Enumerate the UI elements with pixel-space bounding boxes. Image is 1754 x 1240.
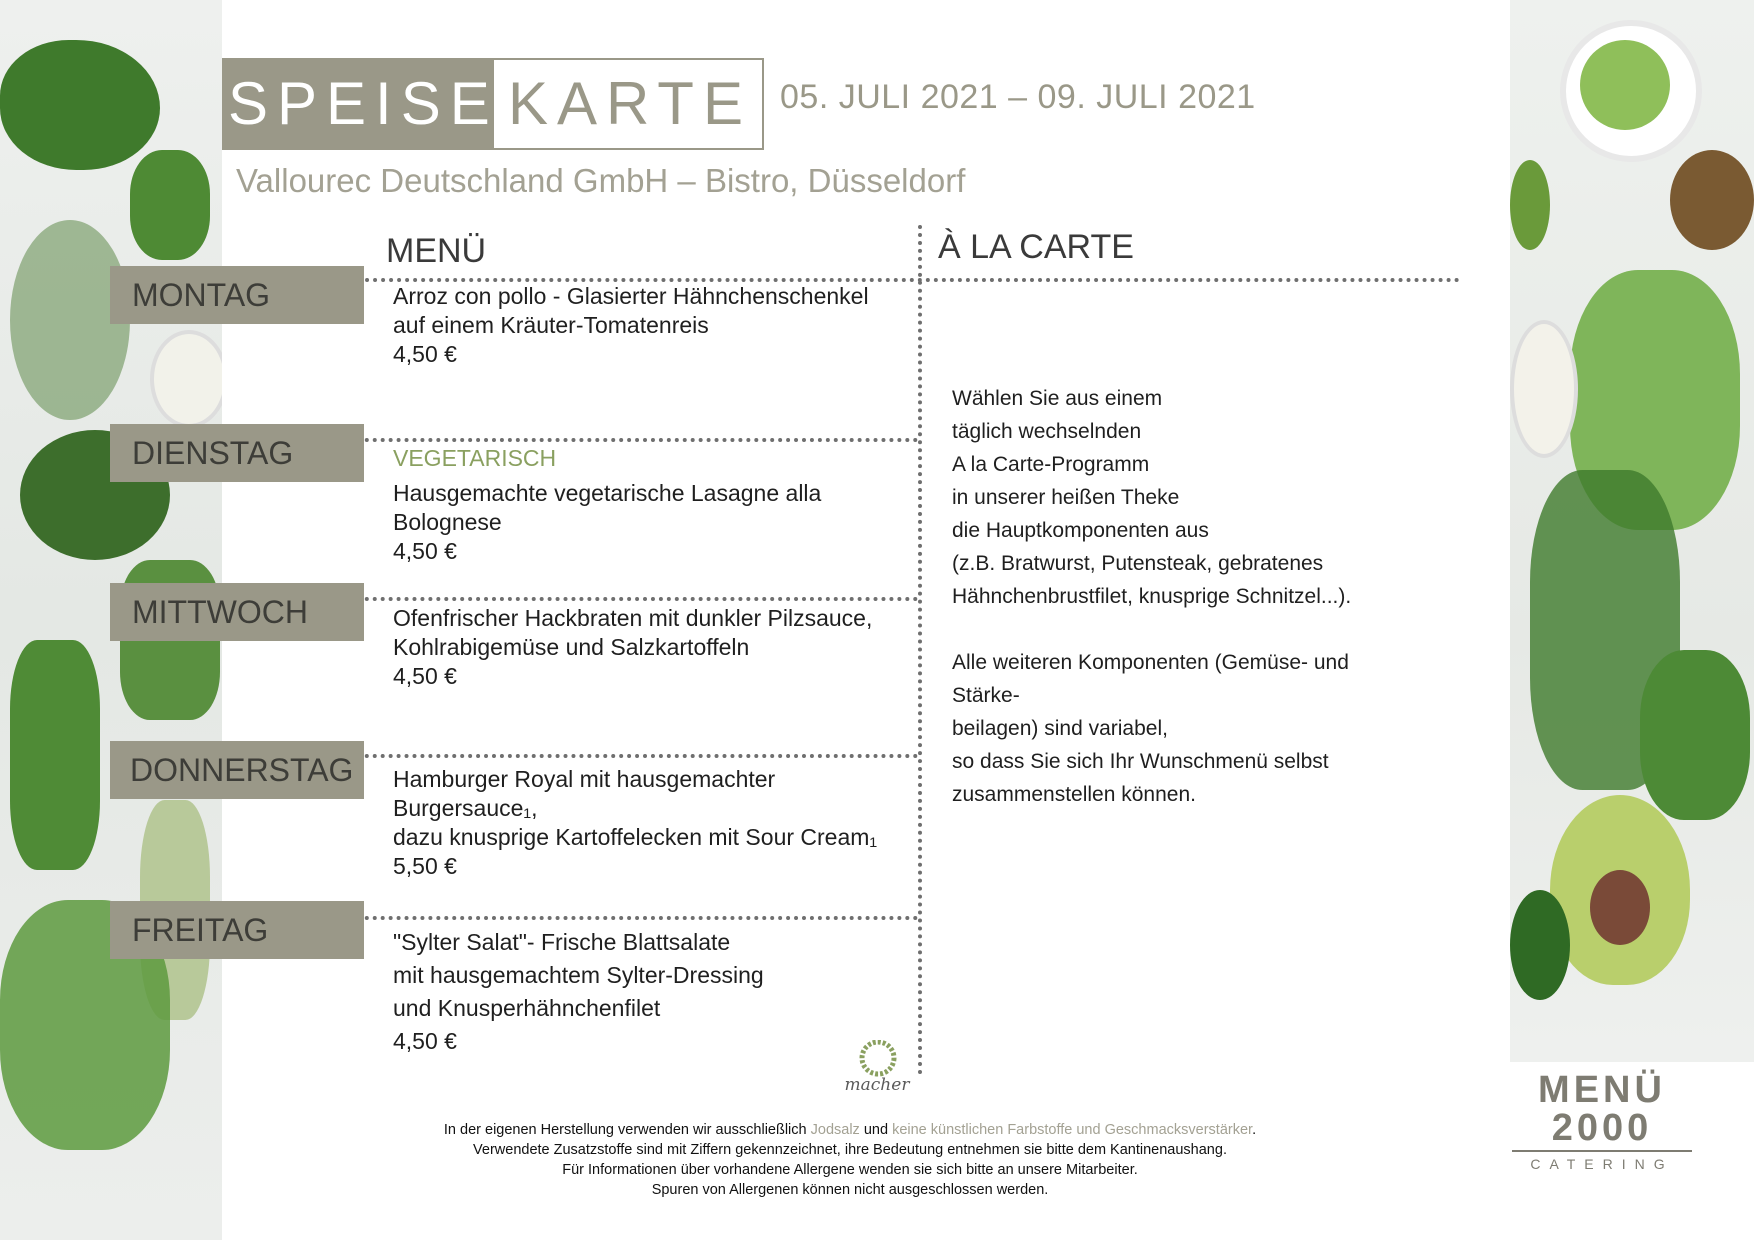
dish-dienstag xyxy=(393,444,913,566)
column-divider xyxy=(918,225,922,1075)
right-vegetable-image xyxy=(1510,0,1754,1062)
dish-price: 4,50 € xyxy=(393,538,457,564)
footer-line-1 xyxy=(330,1120,1370,1140)
dish-line: Hausgemachte vegetarische Lasagne alla Bolognese xyxy=(393,480,822,535)
dish-line: auf einem Kräuter-Tomatenreis xyxy=(393,312,709,338)
dish-line: mit hausgemachtem Sylter-Dressing xyxy=(393,962,764,988)
separator-dienstag xyxy=(333,438,918,442)
title-speise: SPEISE xyxy=(222,58,494,150)
day-tab-mittwoch: MITTWOCH xyxy=(110,583,364,641)
a-la-carte-line: (z.B. Bratwurst, Putensteak, gebratenes xyxy=(952,552,1324,575)
menu2000-logo xyxy=(1512,1070,1692,1172)
separator-mittwoch xyxy=(333,597,918,601)
dish-line: dazu knusprige Kartoffelecken mit Sour Cream₁ xyxy=(393,824,878,850)
separator-freitag xyxy=(333,916,918,920)
footer-highlight-jodsalz: Jodsalz xyxy=(810,1122,860,1138)
dish-line: Hamburger Royal mit hausgemachter Burgersauce₁, xyxy=(393,766,776,821)
date-range: 05. JULI 2021 – 09. JULI 2021 xyxy=(780,78,1256,116)
a-la-carte-line: die Hauptkomponenten aus xyxy=(952,519,1209,542)
dish-mittwoch xyxy=(393,604,913,691)
a-la-carte-line: beilagen) sind variabel, xyxy=(952,717,1168,740)
a-la-carte-line: A la Carte-Programm xyxy=(952,453,1150,476)
footer-text: In der eigenen Herstellung verwenden wir ausschließlich xyxy=(443,1122,811,1138)
day-tab-montag: MONTAG xyxy=(110,266,364,324)
a-la-carte-line: Wählen Sie aus einem xyxy=(952,387,1163,410)
a-la-carte-line: so dass Sie sich Ihr Wunschmenü selbst xyxy=(952,750,1329,773)
dish-line: Kohlrabigemüse und Salzkartoffeln xyxy=(393,634,750,660)
footer-notes xyxy=(330,1120,1370,1200)
a-la-carte-description xyxy=(952,382,1412,811)
a-la-carte-line: in unserer heißen Theke xyxy=(952,486,1180,509)
logo-line-1: MENÜ xyxy=(1538,1069,1666,1111)
dish-price: 5,50 € xyxy=(393,853,457,879)
dish-montag xyxy=(393,282,913,369)
a-la-carte-spacer xyxy=(952,613,1412,646)
footer-line-2: Verwendete Zusatzstoffe sind mit Ziffern gekennzeichnet, ihre Bedeutung entnehmen sie bitte dem Kantinenaushang. xyxy=(473,1142,1227,1158)
logo-line-2: 2000 xyxy=(1551,1107,1653,1149)
dish-line: und Knusperhähnchenfilet xyxy=(393,995,661,1021)
day-tab-freitag: FREITAG xyxy=(110,901,364,959)
title-karte: KARTE xyxy=(508,70,752,137)
dish-line: "Sylter Salat"- Frische Blattsalate xyxy=(393,929,731,955)
footer-text: und xyxy=(859,1122,893,1138)
dish-line: Ofenfrischer Hackbraten mit dunkler Pilzsauce, xyxy=(393,605,873,631)
location-subtitle: Vallourec Deutschland GmbH – Bistro, Düsseldorf xyxy=(236,162,966,199)
a-la-carte-line: zusammenstellen können. xyxy=(952,783,1196,806)
vegetarian-label: VEGETARISCH xyxy=(393,445,557,471)
dish-freitag xyxy=(393,926,913,1058)
footer-line-3: Für Informationen über vorhandene Allergene wenden sie sich bitte an unsere Mitarbeiter. xyxy=(562,1162,1138,1178)
dish-price: 4,50 € xyxy=(393,663,457,689)
a-la-carte-line: Alle weiteren Komponenten (Gemüse- und Stärke- xyxy=(952,651,1349,707)
a-la-carte-line: Hähnchenbrustfilet, knusprige Schnitzel...). xyxy=(952,585,1352,608)
menu-column-heading: MENÜ xyxy=(386,232,487,270)
dish-price: 4,50 € xyxy=(393,1028,457,1054)
a-la-carte-column-heading: À LA CARTE xyxy=(938,228,1134,266)
fitmacher-wordmark: macher xyxy=(844,1075,910,1095)
day-tab-donnerstag: DONNERSTAG xyxy=(110,741,364,799)
logo-line-3: CATERING xyxy=(1512,1150,1692,1172)
separator-donnerstag xyxy=(333,754,918,758)
a-la-carte-line: täglich wechselnden xyxy=(952,420,1142,443)
dish-line: Arroz con pollo - Glasierter Hähnchenschenkel xyxy=(393,283,869,309)
fitmacher-logo xyxy=(840,1040,914,1096)
day-tab-dienstag: DIENSTAG xyxy=(110,424,364,482)
footer-line-4: Spuren von Allergenen können nicht ausgeschlossen werden. xyxy=(651,1182,1049,1198)
dish-price: 4,50 € xyxy=(393,341,457,367)
dish-donnerstag xyxy=(393,765,913,881)
footer-text: . xyxy=(1252,1122,1257,1138)
footer-highlight-additives: keine künstlichen Farbstoffe und Geschmacksverstärker xyxy=(892,1122,1253,1138)
